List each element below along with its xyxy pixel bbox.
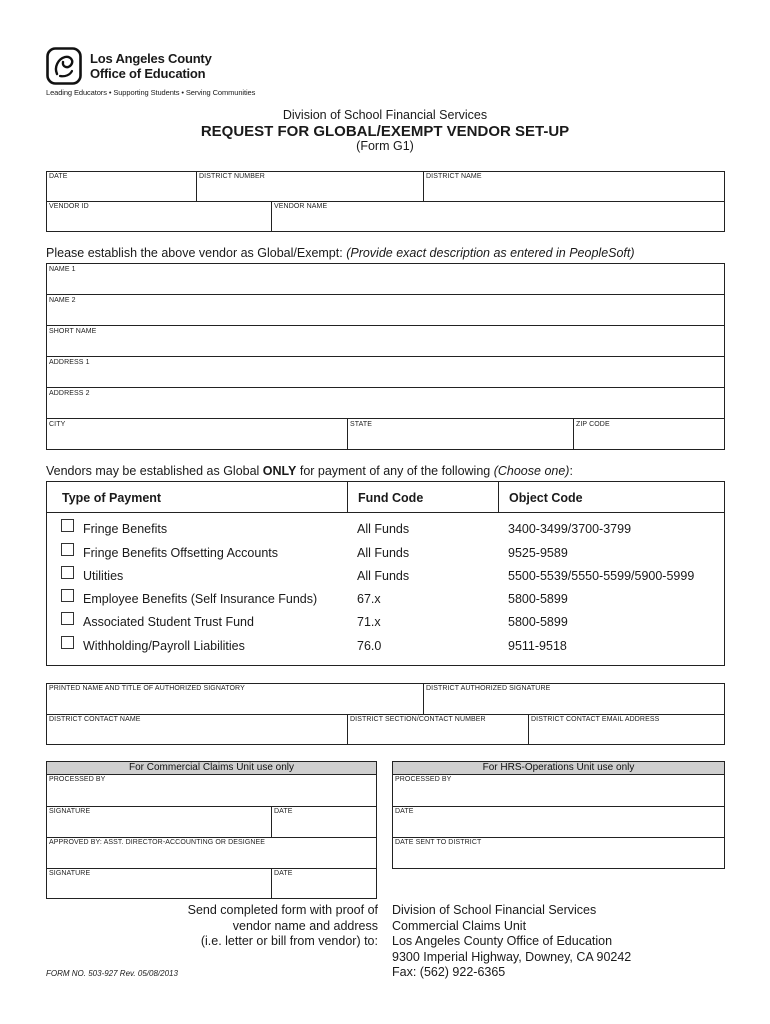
printed-name-label: PRINTED NAME AND TITLE OF AUTHORIZED SIGNATORY — [49, 685, 245, 692]
address-line4: 9300 Imperial Highway, Downey, CA 90242 — [392, 949, 632, 964]
claims-date2-field[interactable] — [272, 869, 376, 898]
lacoe-logo — [46, 47, 82, 85]
claims-date2-label: DATE — [274, 870, 293, 877]
date-label: DATE — [49, 173, 68, 180]
send-line3: (i.e. letter or bill from vendor) to: — [200, 934, 378, 949]
fund-code: All Funds — [357, 546, 410, 560]
hrs-unit-header: For HRS-Operations Unit use only — [392, 761, 725, 775]
printed-name-field[interactable] — [47, 684, 423, 714]
payment-type: Withholding/Payroll Liabilities — [83, 639, 245, 653]
name1-field[interactable] — [47, 264, 724, 294]
payment-checkbox[interactable] — [61, 612, 74, 625]
name2-label: NAME 2 — [49, 297, 76, 304]
vendor-name-label: VENDOR NAME — [274, 203, 328, 210]
address2-label: ADDRESS 2 — [49, 390, 90, 397]
vendor-details-box — [46, 263, 725, 450]
top-fields-box — [46, 171, 725, 232]
address-line5: Fax: (562) 922-6365 — [392, 965, 506, 980]
contact-name-label: DISTRICT CONTACT NAME — [49, 716, 141, 723]
date-sent-field[interactable] — [393, 838, 724, 868]
hrs-unit-box — [392, 774, 725, 869]
claims-processed-by-label: PROCESSED BY — [49, 776, 106, 783]
claims-signature2-label: SIGNATURE — [49, 870, 91, 877]
payment-type: Associated Student Trust Fund — [83, 615, 254, 629]
short-name-field[interactable] — [47, 326, 724, 356]
object-code: 5800-5899 — [508, 592, 568, 606]
payment-checkbox[interactable] — [61, 519, 74, 532]
send-line1: Send completed form with proof of — [187, 903, 378, 917]
district-signature-field[interactable] — [424, 684, 724, 714]
mailing-address — [392, 903, 631, 981]
send-instructions — [140, 903, 378, 950]
name1-label: NAME 1 — [49, 266, 76, 273]
hrs-processed-by-label: PROCESSED BY — [395, 776, 452, 783]
city-label: CITY — [49, 421, 66, 428]
vendor-id-label: VENDOR ID — [49, 203, 89, 210]
vendors-note — [46, 464, 573, 478]
short-name-label: SHORT NAME — [49, 328, 97, 335]
address1-label: ADDRESS 1 — [49, 359, 90, 366]
hrs-date-label: DATE — [395, 808, 414, 815]
claims-date-field[interactable] — [272, 807, 376, 837]
state-field[interactable] — [348, 419, 573, 449]
payment-checkbox[interactable] — [61, 543, 74, 556]
org-tagline: Leading Educators • Supporting Students • Serving Communities — [46, 88, 256, 97]
fund-code: All Funds — [357, 569, 410, 583]
contact-email-field[interactable] — [529, 715, 724, 744]
fund-code: 76.0 — [357, 639, 382, 653]
object-code: 9525-9589 — [508, 546, 568, 560]
state-label: STATE — [350, 421, 373, 428]
payment-checkbox[interactable] — [61, 589, 74, 602]
district-number-field[interactable] — [197, 172, 423, 201]
claims-processed-by-field[interactable] — [47, 775, 376, 806]
claims-unit-header: For Commercial Claims Unit use only — [46, 761, 377, 775]
vendors-note-italic: (Choose one) — [493, 464, 570, 478]
header-fund-code: Fund Code — [358, 491, 424, 505]
object-code: 3400-3499/3700-3799 — [508, 522, 632, 536]
object-code: 9511-9518 — [508, 639, 567, 653]
establish-italic: (Provide exact description as entered in PeopleSoft) — [346, 246, 635, 260]
object-code: 5800-5899 — [508, 615, 568, 629]
date-field[interactable] — [47, 172, 196, 201]
send-line2: vendor name and address — [232, 918, 378, 933]
hrs-processed-by-field[interactable] — [393, 775, 724, 806]
date-sent-label: DATE SENT TO DISTRICT — [395, 839, 482, 846]
vendor-name-field[interactable] — [272, 202, 724, 231]
district-name-label: DISTRICT NAME — [426, 173, 482, 180]
fund-code: All Funds — [357, 522, 410, 536]
signatory-box — [46, 683, 725, 745]
vendors-note-end: : — [569, 464, 573, 478]
claims-signature-field[interactable] — [47, 807, 271, 837]
org-name-line2: Office of Education — [90, 66, 206, 81]
page-title: REQUEST FOR GLOBAL/EXEMPT VENDOR SET-UP — [200, 123, 570, 140]
vendor-id-field[interactable] — [47, 202, 271, 231]
establish-instruction — [46, 246, 635, 260]
division-heading: Division of School Financial Services — [282, 108, 488, 122]
vendors-note-post: for payment of any of the following — [296, 464, 494, 478]
district-name-field[interactable] — [424, 172, 724, 201]
vendors-note-pre: Vendors may be established as Global — [46, 464, 263, 478]
lacoe-logo-icon — [46, 47, 82, 85]
vendors-note-bold: ONLY — [262, 464, 297, 478]
claims-date-label: DATE — [274, 808, 293, 815]
payment-checkbox[interactable] — [61, 566, 74, 579]
payment-type: Employee Benefits (Self Insurance Funds) — [83, 592, 318, 606]
form-label: (Form G1) — [356, 139, 414, 153]
zip-label: ZIP CODE — [576, 421, 610, 428]
district-number-label: DISTRICT NUMBER — [199, 173, 265, 180]
address2-field[interactable] — [47, 388, 724, 418]
claims-signature-label: SIGNATURE — [49, 808, 91, 815]
city-field[interactable] — [47, 419, 347, 449]
section-contact-number-label: DISTRICT SECTION/CONTACT NUMBER — [350, 716, 486, 723]
payment-type: Fringe Benefits Offsetting Accounts — [83, 546, 279, 560]
address1-field[interactable] — [47, 357, 724, 387]
contact-name-field[interactable] — [47, 715, 347, 744]
fund-code: 71.x — [357, 615, 381, 629]
payment-type: Utilities — [83, 569, 124, 583]
org-name-line1: Los Angeles County — [90, 51, 212, 66]
object-code: 5500-5539/5550-5599/5900-5999 — [508, 569, 695, 583]
form-number: FORM NO. 503-927 Rev. 05/08/2013 — [46, 969, 178, 978]
header-type-of-payment: Type of Payment — [62, 491, 162, 505]
approved-by-field[interactable] — [47, 838, 376, 868]
payment-checkbox[interactable] — [61, 636, 74, 649]
address-line2: Commercial Claims Unit — [392, 918, 527, 933]
claims-unit-box — [46, 774, 377, 899]
fund-code: 67.x — [357, 592, 381, 606]
payment-type: Fringe Benefits — [83, 522, 168, 536]
claims-signature2-field[interactable] — [47, 869, 271, 898]
approved-by-label: APPROVED BY: ASST. DIRECTOR-ACCOUNTING OR DESIGNEE — [49, 839, 266, 846]
district-signature-label: DISTRICT AUTHORIZED SIGNATURE — [426, 685, 551, 692]
name2-field[interactable] — [47, 295, 724, 325]
zip-field[interactable] — [574, 419, 724, 449]
hrs-date-field[interactable] — [393, 807, 724, 837]
header-object-code: Object Code — [509, 491, 583, 505]
section-contact-number-field[interactable] — [348, 715, 528, 744]
establish-text: Please establish the above vendor as Global/Exempt: — [46, 246, 347, 260]
address-line3: Los Angeles County Office of Education — [392, 934, 613, 949]
contact-email-label: DISTRICT CONTACT EMAIL ADDRESS — [531, 716, 660, 723]
address-line1: Division of School Financial Services — [392, 903, 597, 917]
